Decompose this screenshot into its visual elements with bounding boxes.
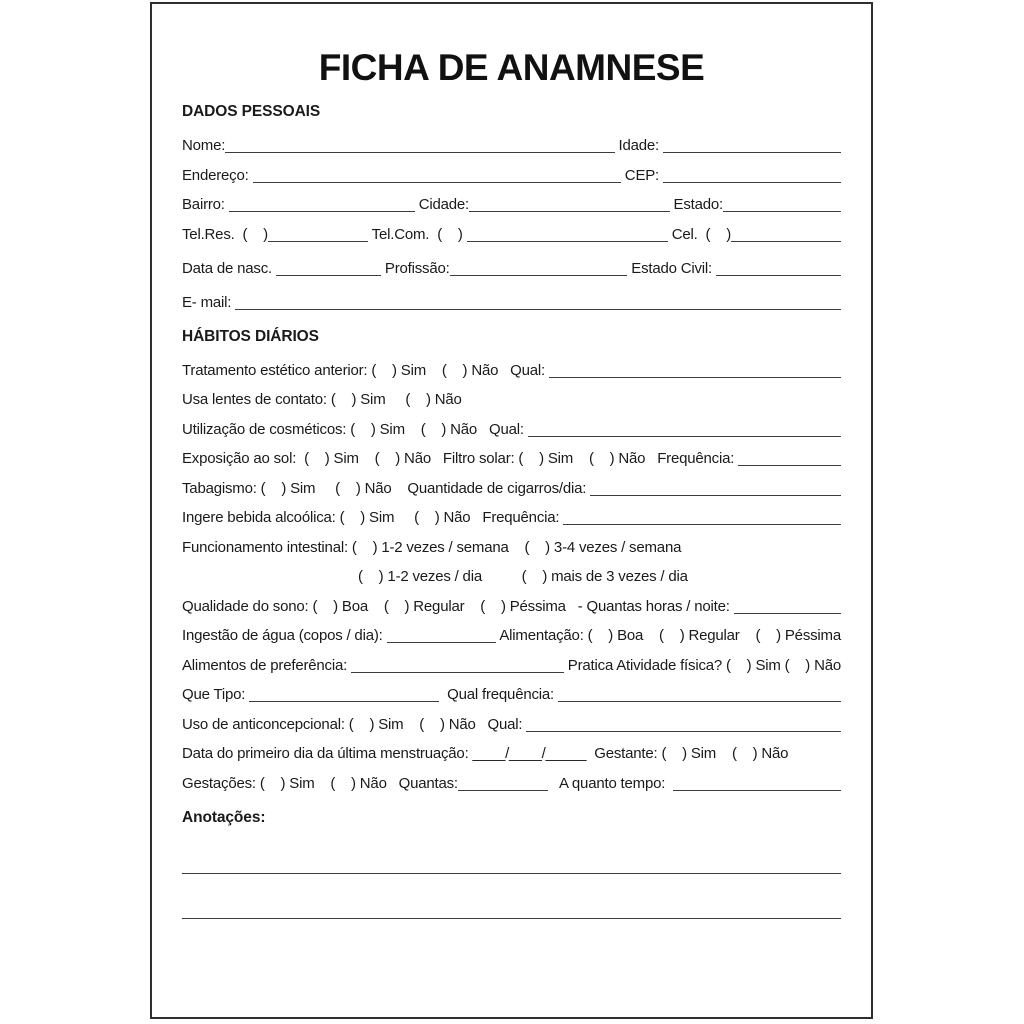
row-nome-idade (182, 136, 841, 156)
blank-fill-line (276, 275, 381, 276)
field-label: Qual frequência: (439, 686, 558, 703)
field-label: Tratamento estético anterior: ( ) Sim ( ) Não Qual: (182, 361, 549, 379)
field-label: Alimentação: ( ) Boa ( ) Regular ( ) Péssima (496, 627, 841, 644)
blank-fill-line (225, 152, 614, 153)
blank-fill-line (268, 241, 368, 242)
section-heading-anotacoes: Anotações: (182, 808, 266, 826)
field-label: Estado: (669, 196, 723, 213)
field-label: Data de nasc. (182, 259, 276, 277)
form-title: FICHA DE ANAMNESE (318, 47, 705, 88)
row-alimentos-atividade-fisica (182, 656, 841, 676)
blank-fill-line (182, 873, 841, 874)
blank-fill-line (590, 495, 841, 496)
row-anticoncepcional (182, 715, 841, 735)
field-label: Data do primeiro dia da última menstruação: ____/____/_____ Gestante: ( ) Sim ( ) Não (182, 745, 789, 762)
field-label: Qualidade do sono: ( ) Boa ( ) Regular ( ) Péssima - Quantas horas / noite: (182, 597, 734, 615)
field-label: ( ) 1-2 vezes / dia ( ) mais de 3 vezes / dia (358, 568, 688, 585)
blank-fill-line (249, 701, 439, 702)
blank-fill-line (673, 790, 841, 791)
field-label: Uso de anticoncepcional: ( ) Sim ( ) Não Qual: (182, 715, 527, 733)
anotacoes-line-1 (182, 854, 841, 874)
field-label: CEP: (620, 166, 663, 184)
field-label: Tel.Com. ( ) (367, 225, 467, 243)
blank-fill-line (253, 182, 621, 183)
row-bairro-cidade-estado (182, 195, 841, 215)
field-label: Ingere bebida alcoólica: ( ) Sim ( ) Não Frequência: (182, 509, 564, 526)
field-label: Nome: (182, 137, 226, 154)
field-label: Tabagismo: ( ) Sim ( ) Não Quantidade de cigarros/dia: (182, 479, 591, 497)
blank-fill-line (563, 524, 841, 525)
field-label: E- mail: (182, 293, 236, 311)
row-gestacoes (182, 774, 841, 794)
blank-fill-line (469, 211, 670, 212)
field-label: Tel.Res. ( ) (182, 225, 268, 243)
field-label: Exposição ao sol: ( ) Sim ( ) Não Filtro solar: ( ) Sim ( ) Não Frequência: (182, 450, 739, 467)
field-label: Usa lentes de contato: ( ) Sim ( ) Não (182, 391, 462, 408)
blank-fill-line (182, 918, 841, 919)
blank-fill-line (549, 377, 841, 378)
blank-fill-line (235, 309, 841, 310)
blank-fill-line (528, 436, 841, 437)
field-label: Pratica Atividade física? ( ) Sim ( ) Não (563, 656, 841, 674)
blank-fill-line (558, 701, 841, 702)
blank-fill-line (663, 152, 841, 153)
anamnesis-form-page (150, 2, 873, 1019)
field-label: A quanto tempo: (547, 774, 674, 792)
field-label: Estado Civil: (627, 259, 716, 277)
blank-fill-line (387, 642, 497, 643)
field-label: Utilização de cosméticos: ( ) Sim ( ) Não Qual: (182, 420, 528, 438)
field-label: Ingestão de água (copos / dia): (182, 627, 387, 644)
section-heading-habitos-diarios: HÁBITOS DIÁRIOS (182, 327, 319, 345)
blank-fill-line (731, 241, 841, 242)
row-nascimento-profissao-estado-civil (182, 259, 841, 279)
section-heading-dados-pessoais: DADOS PESSOAIS (182, 103, 321, 120)
row-tabagismo (182, 479, 841, 499)
field-label: Que Tipo: (182, 686, 250, 703)
row-tratamento-estetico (182, 361, 841, 381)
row-endereco-cep (182, 166, 841, 186)
field-label: Gestações: ( ) Sim ( ) Não Quantas: (182, 774, 458, 792)
row-email (182, 293, 841, 313)
row-lentes-de-contato (182, 390, 841, 410)
field-label: Alimentos de preferência: (182, 656, 352, 674)
blank-fill-line (738, 465, 841, 466)
row-funcionamento-intestinal-cont (182, 567, 841, 587)
blank-fill-line (467, 241, 668, 242)
row-funcionamento-intestinal (182, 538, 841, 558)
blank-fill-line (351, 672, 564, 673)
blank-fill-line (526, 731, 841, 732)
field-label: Bairro: (182, 196, 229, 213)
field-label: Funcionamento intestinal: ( ) 1-2 vezes / semana ( ) 3-4 vezes / semana (182, 538, 682, 556)
row-utilizacao-cosmeticos (182, 420, 841, 440)
field-label: Cel. ( ) (667, 225, 731, 243)
blank-fill-line (734, 613, 841, 614)
blank-fill-line (716, 275, 841, 276)
field-label: Profissão: (380, 259, 450, 277)
row-telefones (182, 225, 841, 245)
row-exposicao-sol-filtro (182, 449, 841, 469)
row-ingestao-agua-alimentacao (182, 626, 841, 646)
row-tipo-frequencia-atividade (182, 685, 841, 705)
row-menstruacao-gestante (182, 744, 841, 764)
blank-fill-line (723, 211, 841, 212)
field-label: Idade: (614, 137, 663, 154)
field-label: Cidade: (414, 196, 470, 213)
field-label: Endereço: (182, 166, 253, 184)
row-qualidade-sono (182, 597, 841, 617)
anotacoes-line-2 (182, 899, 841, 919)
blank-fill-line (663, 182, 841, 183)
row-bebida-alcoolica (182, 508, 841, 528)
blank-fill-line (229, 211, 415, 212)
blank-fill-line (450, 275, 628, 276)
blank-fill-line (458, 790, 548, 791)
